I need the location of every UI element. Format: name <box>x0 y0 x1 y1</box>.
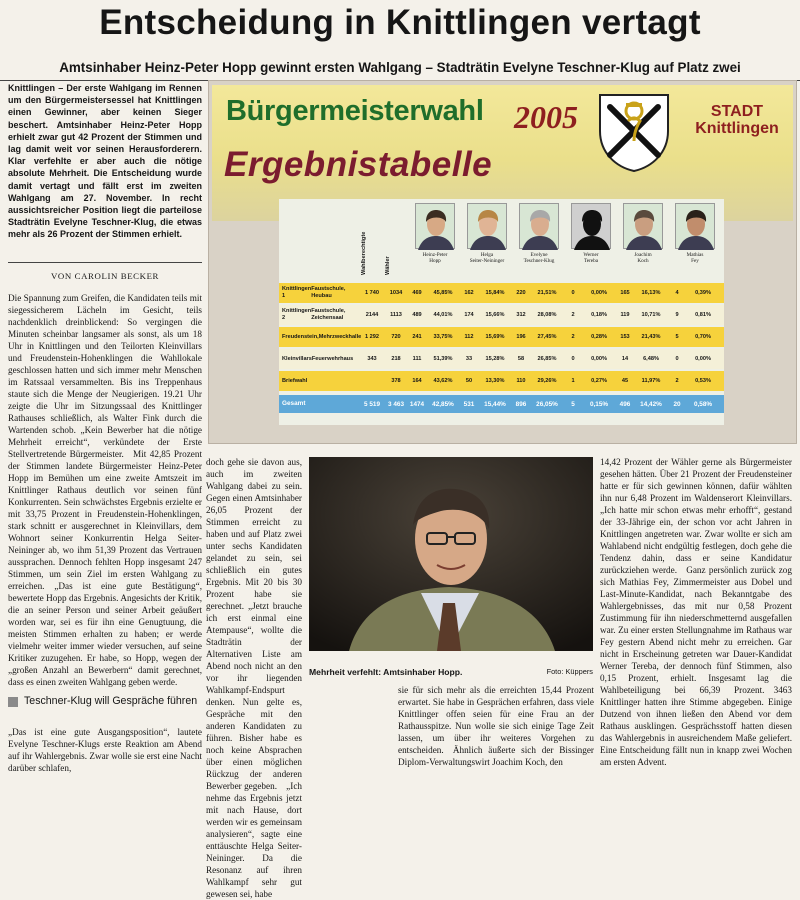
table-cell: 1 <box>571 378 575 384</box>
table-cell: 1 292 <box>365 334 379 340</box>
graphic-subtitle: Ergebnistabelle <box>224 145 493 184</box>
table-cell: 496 <box>619 400 631 408</box>
table-row <box>279 305 724 325</box>
table-cell: 312 <box>516 312 526 318</box>
table-cell: 15,69% <box>485 334 505 340</box>
table-cell: 343 <box>367 356 377 362</box>
sidebar-heading <box>8 695 198 707</box>
table-cell: 112 <box>464 334 474 340</box>
table-cell: 2 <box>675 378 679 384</box>
candidate-name-6: Mathias Fey <box>686 252 704 265</box>
table-cell: 27,45% <box>537 334 557 340</box>
candidate-name-4: Werner Tereba <box>583 252 599 265</box>
town-label-name: Knittlingen <box>695 120 779 137</box>
table-cell: 15,44% <box>484 400 506 408</box>
table-cell: 15,66% <box>485 312 505 318</box>
table-cell: 2 <box>571 334 575 340</box>
candidate-portrait-4 <box>571 203 611 249</box>
table-cell: 2144 <box>365 312 379 318</box>
table-cell: 15,28% <box>485 356 505 362</box>
table-cell: 110 <box>516 378 526 384</box>
table-cell: 5 <box>571 400 575 408</box>
table-cell: 15,84% <box>485 290 505 296</box>
candidate-portrait-5 <box>623 203 663 249</box>
table-cell: 5 519 <box>364 400 380 408</box>
table-cell: 0 <box>571 356 575 362</box>
table-cell: 33,75% <box>433 334 453 340</box>
town-label-stadt: STADT <box>710 103 764 120</box>
table-cell: 0 <box>571 290 575 296</box>
table-row <box>279 327 724 347</box>
table-cell: 0,27% <box>591 378 607 384</box>
table-cell: 45,85% <box>433 290 453 296</box>
table-cell: 26,05% <box>536 400 558 408</box>
table-cell: 0,00% <box>591 290 607 296</box>
table-cell: 119 <box>620 312 630 318</box>
table-cell: 20 <box>673 400 681 408</box>
table-cell: 6,48% <box>643 356 659 362</box>
table-cell: 14,42% <box>640 400 662 408</box>
headline: Entscheidung in Knittlingen vertagt <box>99 3 701 42</box>
table-cell: 164 <box>412 378 422 384</box>
row-label: Kleinvillars Feuerwehrhaus <box>282 355 354 362</box>
table-cell: 4 <box>675 290 679 296</box>
table-cell: 21,51% <box>537 290 557 296</box>
table-cell: 29,26% <box>537 378 557 384</box>
table-cell: 45 <box>621 378 629 384</box>
town-name <box>682 103 792 137</box>
candidate-portrait-3 <box>519 203 559 249</box>
photo-caption <box>309 667 593 677</box>
table-cell: 1 740 <box>365 290 379 296</box>
table-cell: 2 <box>571 312 575 318</box>
table-total-row <box>279 395 724 413</box>
sidebar-heading-text: Teschner-Klug will Gespräche führen <box>24 695 198 707</box>
row-label: Briefwahl <box>282 377 308 384</box>
table-cell: 5 <box>675 334 679 340</box>
table-cell: 0 <box>675 356 679 362</box>
table-cell: 0,28% <box>591 334 607 340</box>
table-cell: 14 <box>621 356 629 362</box>
table-cell: 58 <box>517 356 525 362</box>
table-cell: 174 <box>464 312 474 318</box>
table-cell: 218 <box>391 356 401 362</box>
table-cell: 489 <box>412 312 422 318</box>
table-cell: 0,00% <box>591 356 607 362</box>
table-row <box>279 371 724 391</box>
table-row <box>279 283 724 303</box>
table-cell: 43,62% <box>433 378 453 384</box>
row-label: Knittlingen 2 Faustschule, Zeichensaal <box>282 308 346 321</box>
table-cell: 165 <box>620 290 630 296</box>
table-cell: 21,43% <box>641 334 661 340</box>
graphic-title: Bürgermeisterwahl <box>226 95 484 127</box>
table-cell: 50 <box>465 378 473 384</box>
election-results-graphic <box>208 80 797 444</box>
graphic-year: 2005 <box>514 99 578 135</box>
candidate-name-3: Evelyne Teschner-Klug <box>523 252 555 265</box>
table-cell: 33 <box>465 356 473 362</box>
table-cell: 153 <box>620 334 630 340</box>
header-voters: Wahlberechtigte <box>361 231 367 275</box>
table-cell: 42,85% <box>432 400 454 408</box>
table-cell: 0,70% <box>695 334 711 340</box>
table-cell: 10,71% <box>641 312 661 318</box>
table-cell: 28,08% <box>537 312 557 318</box>
bullet-square-icon <box>8 697 18 707</box>
candidate-portrait-2 <box>467 203 507 249</box>
body-column-1-bottom: „Das ist eine gute Ausgangsposition“, lautete Evelyne Teschner-Klugs erste Reaktion am Abend auf ihr Wahlergebnis. Zwar wolle sie erst eine Nacht darüber schlafen, <box>8 727 202 773</box>
photo-credit: Foto: Küppers <box>546 667 593 676</box>
table-cell: 0,81% <box>695 312 711 318</box>
table-cell <box>361 371 383 391</box>
table-cell: 0,00% <box>695 356 711 362</box>
body-column-2: doch gehe sie davon aus, auch im zweiten Wahlgang dabei zu sein. Gegen einen Amtsinhaber 26,05 Prozent der Stimmen erreicht zu haben und auf Platz zwei unter sechs Kandidaten gelandet zu sein, sei schließlich ein gutes Ergebnis. Mit 20 bis 30 Prozent habe sie gerechnet. „Jetzt brauche ich erst einmal eine Atempause“, wollte die Stadträtin der Alternativen Liste am Abend noch nicht an den vor ihr liegenden Wahlkampf-Endspurt denken. Nun gelte es, Gespräche mit den anderen Kandidaten zu führen. Bisher habe es noch keine Absprachen über einen möglichen Rückzug der anderen Bewerber gegeben. „Ich nehme das Ergebnis jetzt mit nach Hause, dort werden wir es gemeinsam analysieren“, sagte eine enttäuschte Helga Seiter-Neininger. Da die Resonanz auf ihren Wahlkampf sehr gut gewesen sei, habe <box>206 457 302 899</box>
candidate-name-1: Heinz-Peter Hopp <box>422 252 448 265</box>
table-cell: 220 <box>516 290 526 296</box>
results-table <box>279 199 724 425</box>
lead-paragraph: Knittlingen – Der erste Wahlgang im Rennen um den Bürgermeistersessel hat Knittlingen einen Gewinner, aber keinen Sieger beschert. Amtsinhaber Heinz-Peter Hopp erhielt zwar gut 42 Prozent der Stimmen und lag damit weit vor seinen Herausforderern. Klar verfehlte er aber auch die nötige absolute Mehrheit. Die Entscheidung wurde damit vertagt und fällt erst im zweiten Wahlgang am 27. November. In recht aussichtsreicher Position liegt die parteilose Stadträtin Evelyne Teschner-Klug, die etwas mehr als 26 Prozent der Stimmen erhielt. <box>8 83 202 240</box>
candidate-name-2: Helga Seiter-Neininger <box>469 252 505 265</box>
body-column-3: sie für sich mehr als die erreichten 15,44 Prozent erwartet. Sie habe in Gesprächen erfahren, dass viele Knittlinger offen seien für eine Frau an der Rathausspitze. Nun wolle sie sich einige Tage Zeit lassen, um über ihr weiteres Vorgehen zu entscheiden. Ähnlich äußerte sich der Bissinger Diplom-Verwaltungswirt Joachim Koch, den <box>398 685 594 767</box>
table-cell: 26,85% <box>537 356 557 362</box>
author-rule <box>8 262 202 263</box>
table-cell: 16,13% <box>641 290 661 296</box>
table-cell: 0,39% <box>695 290 711 296</box>
table-cell: 0,58% <box>693 400 713 408</box>
subheadline: Amtsinhaber Heinz-Peter Hopp gewinnt ersten Wahlgang – Stadträtin Evelyne Teschner-Klug auf Platz zwei <box>59 60 741 75</box>
table-cell: 0,18% <box>591 312 607 318</box>
table-cell: 720 <box>391 334 401 340</box>
table-cell: 896 <box>515 400 527 408</box>
body-column-1: Die Spannung zum Greifen, die Kandidaten teils mit siegessicherem Lächeln im Gesicht, teils nachdenklich dreinblickend: So vergingen die Minuten scheinbar langsamer als sonst, als um 18 Uhr in Knittlingen und den Teilorten Kleinvillars und Freudenstein-Hohenklingen die Wahllokale geschlossen hatten und sich immer mehr Menschen im Ratssaal versammelten. Bis ins Treppenhaus staute sich die Menge der Neugierigen. 19.21 Uhr zeigte die Uhr im Sitzungssaal des Knittlinger Rathauses schließlich, als Walter Fink durch die Wartenden schob. „Kein Bewerber hat die nötige Mehrheit erreicht“, verkündete der Erste Stellvertretende Bürgermeister. Mit 42,85 Prozent der Stimmen landete Bürgermeister Heinz-Peter Hopp im Bemühen um eine zweite Amtszeit im Knittlinger Rathaus deutlich vor seinen fünf Konkurrenten. Sein schwächstes Ergebnis erzielte er mit 33,75 Prozent in Freudenstein-Hohenklingen, stark schnitt er ausgerechnet in Kleinvillars, dem Wohnort seiner Konkurrentin Helga Seiter-Neininger ab, wo ihm 51,39 Prozent das Vertrauen aussprachen. Dennoch fehlten Hopp insgesamt 247 Stimmen, um sein Ziel im ersten Wahlgang zu erreichen. „Das ist eine gute Bestätigung“, bewertete Hopp das Ergebnis. Angesichts der Kritik, die an seiner Person und seiner Arbeit geäußert worden war, sei es für ihn eine Genugtuung, die meisten Stimmen erhalten zu haben; er werde vielmehr weiter immer wieder versuchen, auf seine Kritiker zuzugehen. Er habe, so Hopp, wegen der „großen Anzahl an Bewerbern“ damit gerechnet, dass es einen zweiten Wahlgang geben werde. <box>8 293 202 687</box>
row-label: Freudenstein, Mehrzweckhalle <box>282 333 362 340</box>
table-cell: 9 <box>675 312 679 318</box>
town-crest-icon <box>596 91 672 173</box>
table-cell: 1034 <box>389 290 403 296</box>
table-cell: 378 <box>391 378 401 384</box>
author-byline: VON CAROLIN BECKER <box>50 271 160 281</box>
table-cell: 0,53% <box>695 378 711 384</box>
candidate-portrait-1 <box>415 203 455 249</box>
photo-mayor-hopp <box>309 457 593 651</box>
row-label: Knittlingen 1 Faustschule, Heubau <box>282 286 346 299</box>
row-label: Gesamt <box>282 399 306 407</box>
table-cell: 531 <box>463 400 475 408</box>
table-cell: 469 <box>412 290 422 296</box>
table-cell: 13,30% <box>485 378 505 384</box>
table-row <box>279 349 724 369</box>
candidate-portrait-6 <box>675 203 715 249</box>
table-cell: 111 <box>412 356 422 362</box>
body-column-4: 14,42 Prozent der Wähler gerne als Bürgermeister gesehen hätten. Über 21 Prozent der Freudensteiner hatte er für sich gewinnen können, dafür wählten ihn nur 6,48 Prozent im Waldenserort Kleinvillars. „Ich hatte mir schon etwas mehr erhofft“, gestand der 33-Jährige ein, der schon vor acht Jahren in Knittlingen angetreten war. Zwar wollte er sich am Wahlabend nicht endgültig festlegen, doch gehe die Tendenz dahin, dass er seine Kandidatur zurückziehen werde. Ganz persönlich zurück zog sich Mathias Fey, Zimmermeister aus Dobel und Last-Minute-Kandidat, nach Bekanntgabe des Wahlergebnisses, das mit nur 0,58 Prozent Zustimmung für ihn niederschmetternd ausgefallen war. Zu einer ersten Stellungnahme im Rathaus war Fey gestern Abend nicht mehr zu erreichen. Gar nicht in Erscheinung getreten war Dauer-Kandidat Werner Tereba, der dennoch fünf Stimmen, also 0,15 Prozent, erhielt. Insgesamt lag die Wahlbeteiligung bei 66,39 Prozent. 3463 Knittlinger hatten ihre Stimme abgegeben. Einige Dutzend von ihnen ließen den Abend vor dem Rathaus ausklingen. Gesprächsstoff hatten diesen das Wahlergebnis in ausreichendem Maße geliefert. Eine Entscheidung fällt nun in knapp zwei Wochen am ersten Advent. <box>600 457 792 767</box>
table-cell: 1474 <box>409 400 425 408</box>
header-votes: Wähler <box>385 256 391 275</box>
table-cell: 3 463 <box>388 400 404 408</box>
table-cell: 11,97% <box>641 378 661 384</box>
caption-text: Mehrheit verfehlt: Amtsinhaber Hopp. <box>309 667 463 677</box>
table-cell: 1113 <box>390 312 402 318</box>
table-cell: 51,39% <box>433 356 453 362</box>
table-cell: 196 <box>516 334 526 340</box>
table-cell: 241 <box>412 334 422 340</box>
table-cell: 0,15% <box>589 400 609 408</box>
mayor-portrait-image <box>309 457 593 651</box>
candidate-name-5: Joachim Koch <box>634 252 652 265</box>
table-cell: 44,01% <box>433 312 453 318</box>
table-cell: 162 <box>464 290 474 296</box>
